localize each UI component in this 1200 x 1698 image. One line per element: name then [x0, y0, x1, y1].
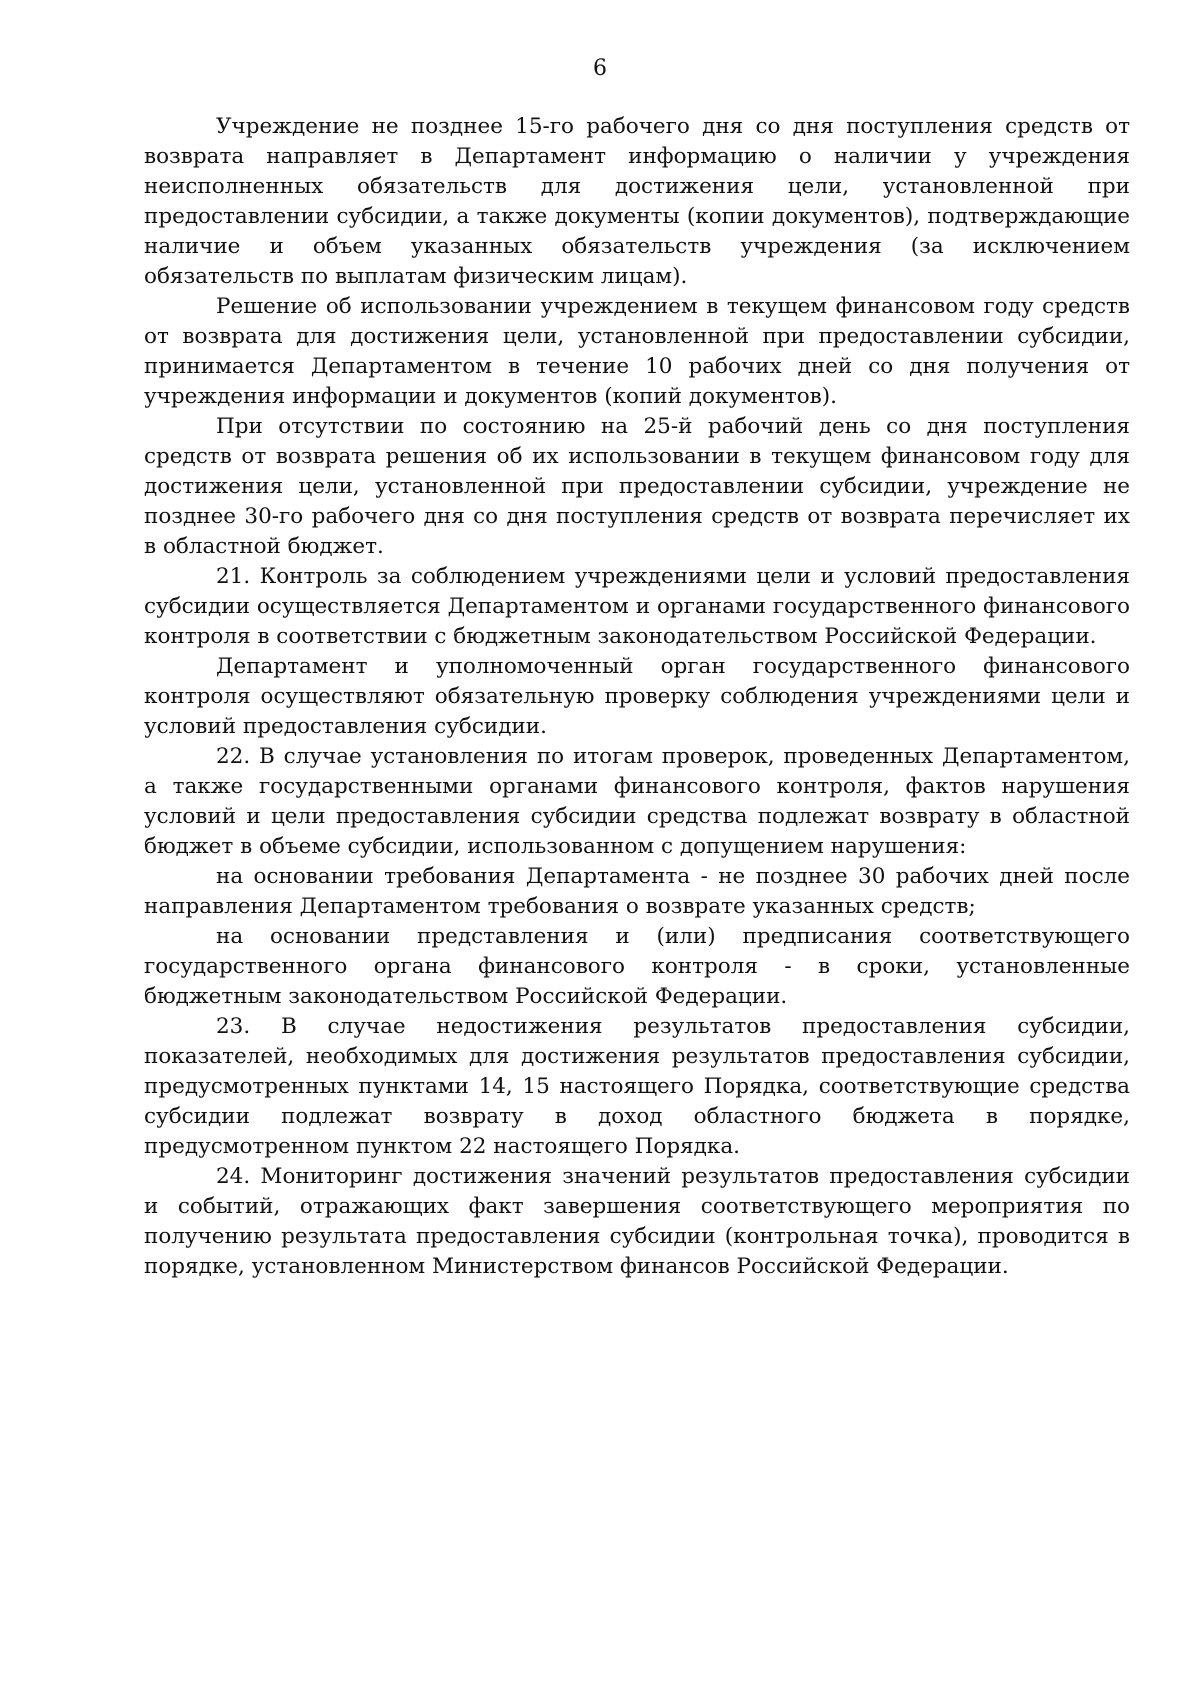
paragraph-24-monitoring: 24. Мониторинг достижения значений результатов предоставления субсидии и событий, отражающих факт завершения соответствующего мероприятия по получению результата предоставления субсидии (контрольная точка), проводится в порядке, установленном Министерством финансов Российской Федерации.: [144, 1164, 1130, 1279]
document-body: [144, 112, 1130, 1282]
paragraph-decision: Решение об использовании учреждением в текущем финансовом году средств от возврата для достижения цели, установленной при предоставлении субсидии, принимается Департаментом в течение 10 рабочих дней со дня получения от учреждения информации и документов (копий документов).: [144, 294, 1130, 409]
paragraph-22-violations: 22. В случае установления по итогам проверок, проведенных Департаментом, а также государственными органами финансового контроля, фактов нарушения условий и цели предоставления субсидии средства подлежат возврату в областной бюджет в объеме субсидии, использованном с допущением нарушения:: [144, 744, 1130, 859]
paragraph-23-non-achievement: 23. В случае недостижения результатов предоставления субсидии, показателей, необходимых для достижения результатов предоставления субсидии, предусмотренных пунктами 14, 15 настоящего Порядка, соответствующие средства субсидии подлежат возврату в доход областного бюджета в порядке, предусмотренном пунктом 22 настоящего Порядка.: [144, 1014, 1130, 1159]
paragraph-control-body-prescription: на основании представления и (или) предписания соответствующего государственного органа финансового контроля - в сроки, установленные бюджетным законодательством Российской Федерации.: [144, 924, 1130, 1009]
paragraph-mandatory-inspection: Департамент и уполномоченный орган государственного финансового контроля осуществляют обязательную проверку соблюдения учреждениями цели и условий предоставления субсидии.: [144, 654, 1130, 739]
paragraph-absence-of-decision: При отсутствии по состоянию на 25-й рабочий день со дня поступления средств от возврата решения об их использовании в текущем финансовом году для достижения цели, установленной при предоставлении субсидии, учреждение не позднее 30-го рабочего дня со дня поступления средств от возврата перечисляет их в областной бюджет.: [144, 414, 1130, 559]
paragraph-department-requirement: на основании требования Департамента - не позднее 30 рабочих дней после направления Департаментом требования о возврате указанных средств;: [144, 864, 1130, 919]
page-number: 6: [593, 56, 607, 81]
paragraph-return-info: Учреждение не позднее 15-го рабочего дня со дня поступления средств от возврата направляет в Департамент информацию о наличии у учреждения неисполненных обязательств для достижения цели, установленной при предоставлении субсидии, а также документы (копии документов), подтверждающие наличие и объем указанных обязательств учреждения (за исключением обязательств по выплатам физическим лицам).: [144, 114, 1130, 289]
paragraph-21-control: 21. Контроль за соблюдением учреждениями цели и условий предоставления субсидии осуществляется Департаментом и органами государственного финансового контроля в соответствии с бюджетным законодательством Российской Федерации.: [144, 564, 1130, 649]
